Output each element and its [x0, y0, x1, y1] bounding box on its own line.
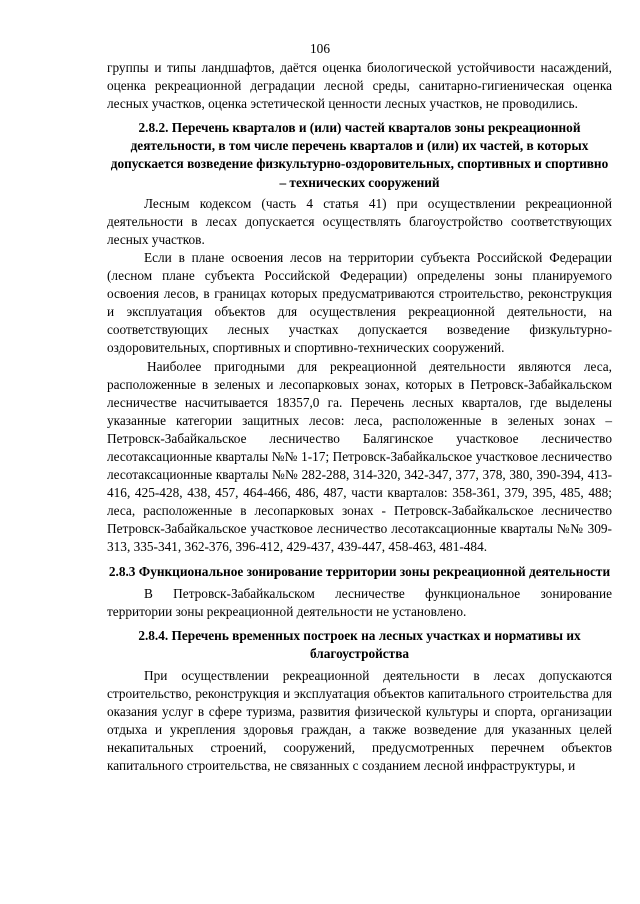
- section-2-8-3-heading: 2.8.3 Функциональное зонирование территории зоны рекреационной деятельности: [108, 563, 611, 579]
- page-number: 106: [310, 41, 330, 56]
- section-2-8-2-heading: 2.8.2. Перечень кварталов и (или) частей кварталов зоны рекреационной деятельности, в том числе перечень кварталов и (или) их частей, в которых допускается возведение физкультурно-оздоровительных, спортивных и спортивно – технических сооружений: [110, 120, 609, 190]
- section-2-8-2-paragraph-1: Лесным кодексом (часть 4 статья 41) при осуществлении рекреационной деятельности в лесах допускается осуществлять благоустройство соответствующих лесных участков.: [107, 195, 612, 247]
- section-2-8-2-paragraph-3: Наиболее пригодными для рекреационной деятельности являются леса, расположенные в зеленых и лесопарковых зонах, которых в Петровск-Забайкальском лесничестве насчитывается 18357,0 га. Перечень лесных кварталов, где выделены указанные категории защитных лесов: леса, расположенные в зеленых зонах – Петровск-Забайкальское лесничество Балягинское участковое лесничество лесотаксационные кварталы №№ 1-17; Петровск-Забайкальское участковое лесничество лесотаксационные кварталы №№ 282-288, 314-320, 342-347, 377, 378, 380, 390-394, 413-416, 425-428, 438, 457, 464-466, 486, 487, части кварталов: 358-361, 379, 395, 485, 488; леса, расположенные в лесопарковых зонах - Петровск-Забайкальское лесничество Петровск-Забайкальское участковое лесничество лесотаксационные кварталы №№ 309-313, 335-341, 362-376, 396-412, 429-437, 439-447, 458-463, 481-484.: [107, 358, 612, 555]
- page-body: [107, 59, 612, 776]
- section-2-8-2-paragraph-2: Если в плане освоения лесов на территории субъекта Российской Федерации (лесном плане субъекта Российской Федерации) определены зоны планируемого освоения лесов, в границах которых предусматриваются строительство, реконструкция и эксплуатация объектов для осуществления рекреационной деятельности, на соответствующих лесных участках допускается возведение физкультурно-оздоровительных, спортивных и спортивно-технических сооружений.: [107, 249, 612, 356]
- intro-paragraph: группы и типы ландшафтов, даётся оценка биологической устойчивости насаждений, оценка рекреационной деградации лесной среды, санитарно-гигиеническая оценка лесных участков, оценка эстетической ценности лесных участков, не проводились.: [107, 60, 612, 112]
- section-2-8-3-paragraph-1: В Петровск-Забайкальском лесничестве функциональное зонирование территории зоны рекреационной деятельности не установлено.: [107, 585, 612, 619]
- section-2-8-4-heading: 2.8.4. Перечень временных построек на лесных участках и нормативы их благоустройства: [138, 627, 581, 661]
- section-2-8-4-paragraph-1: При осуществлении рекреационной деятельности в лесах допускаются строительство, реконструкция и эксплуатация объектов капитального строительства для оказания услуг в сфере туризма, развития физической культуры и спорта, организации отдыха и укрепления здоровья граждан, а также возведение для указанных целей некапитальных строений, сооружений, предусмотренных перечнем объектов капитального строительства, не связанных с созданием лесной инфраструктуры, и: [107, 668, 612, 774]
